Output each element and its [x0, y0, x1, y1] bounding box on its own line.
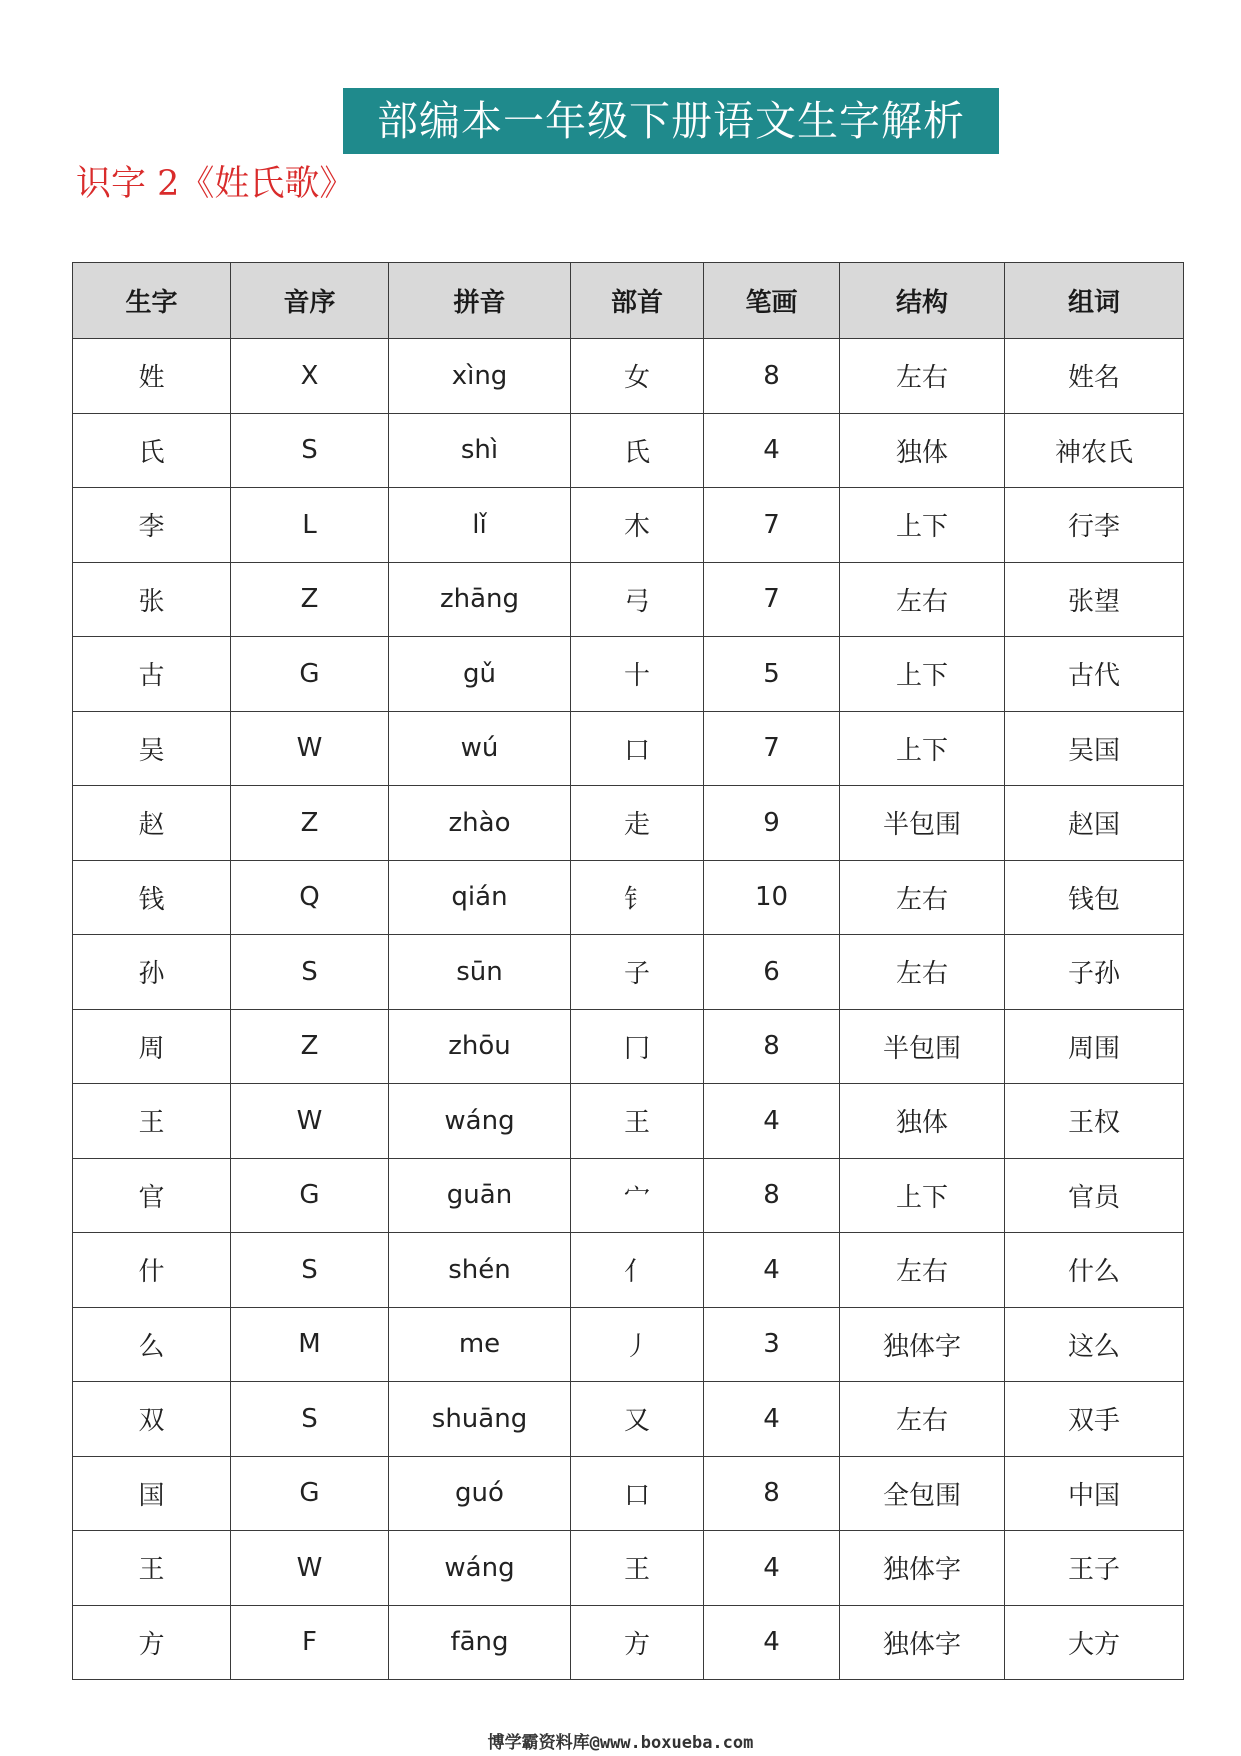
table-row [73, 637, 1184, 712]
cell-pinyin: guó [389, 1456, 571, 1531]
cell-structure: 半包围 [840, 1009, 1005, 1084]
table-row [73, 1233, 1184, 1308]
header-initial: 音序 [231, 263, 389, 339]
cell-strokes: 4 [704, 413, 840, 488]
cell-strokes: 3 [704, 1307, 840, 1382]
cell-initial: S [231, 935, 389, 1010]
cell-strokes: 4 [704, 1084, 840, 1159]
cell-structure: 独体字 [840, 1605, 1005, 1680]
cell-character: 吴 [73, 711, 231, 786]
cell-radical: 亻 [571, 1233, 704, 1308]
cell-character: 官 [73, 1158, 231, 1233]
lesson-title: 识字 2《姓氏歌》 [76, 164, 355, 204]
cell-radical: 口 [571, 711, 704, 786]
cell-pinyin: wáng [389, 1531, 571, 1606]
cell-strokes: 4 [704, 1382, 840, 1457]
cell-structure: 上下 [840, 711, 1005, 786]
cell-structure: 独体 [840, 413, 1005, 488]
table-header-row [73, 263, 1184, 339]
cell-words: 神农氏 [1005, 413, 1184, 488]
cell-radical: 方 [571, 1605, 704, 1680]
cell-character: 孙 [73, 935, 231, 1010]
cell-words: 什么 [1005, 1233, 1184, 1308]
cell-initial: W [231, 1084, 389, 1159]
cell-initial: L [231, 488, 389, 563]
cell-words: 钱包 [1005, 860, 1184, 935]
cell-radical: 口 [571, 1456, 704, 1531]
cell-initial: Q [231, 860, 389, 935]
cell-structure: 独体 [840, 1084, 1005, 1159]
cell-character: 王 [73, 1084, 231, 1159]
cell-radical: 冂 [571, 1009, 704, 1084]
table-row [73, 1531, 1184, 1606]
cell-radical: 王 [571, 1531, 704, 1606]
table-body [73, 339, 1184, 1680]
cell-radical: 丿 [571, 1307, 704, 1382]
page-title: 部编本一年级下册语文生字解析 [343, 88, 999, 154]
cell-initial: Z [231, 1009, 389, 1084]
cell-radical: 又 [571, 1382, 704, 1457]
cell-character: 赵 [73, 786, 231, 861]
table-row [73, 488, 1184, 563]
cell-strokes: 4 [704, 1531, 840, 1606]
cell-words: 王权 [1005, 1084, 1184, 1159]
cell-initial: Z [231, 562, 389, 637]
cell-words: 赵国 [1005, 786, 1184, 861]
cell-pinyin: shén [389, 1233, 571, 1308]
header-strokes: 笔画 [704, 263, 840, 339]
cell-pinyin: qián [389, 860, 571, 935]
table-row [73, 1084, 1184, 1159]
cell-words: 张望 [1005, 562, 1184, 637]
cell-character: 张 [73, 562, 231, 637]
cell-radical: 王 [571, 1084, 704, 1159]
header-words: 组词 [1005, 263, 1184, 339]
cell-initial: S [231, 1233, 389, 1308]
cell-radical: 氏 [571, 413, 704, 488]
cell-words: 古代 [1005, 637, 1184, 712]
cell-pinyin: fāng [389, 1605, 571, 1680]
cell-strokes: 7 [704, 711, 840, 786]
table-row [73, 1605, 1184, 1680]
cell-initial: S [231, 1382, 389, 1457]
cell-structure: 独体字 [840, 1307, 1005, 1382]
cell-pinyin: gǔ [389, 637, 571, 712]
cell-words: 周围 [1005, 1009, 1184, 1084]
cell-radical: 钅 [571, 860, 704, 935]
cell-pinyin: lǐ [389, 488, 571, 563]
table-row [73, 786, 1184, 861]
table-row [73, 1456, 1184, 1531]
cell-radical: 十 [571, 637, 704, 712]
cell-radical: 木 [571, 488, 704, 563]
cell-structure: 左右 [840, 339, 1005, 414]
cell-pinyin: me [389, 1307, 571, 1382]
table-row [73, 711, 1184, 786]
cell-pinyin: shì [389, 413, 571, 488]
cell-initial: Z [231, 786, 389, 861]
header-character: 生字 [73, 263, 231, 339]
cell-words: 行李 [1005, 488, 1184, 563]
header-radical: 部首 [571, 263, 704, 339]
cell-structure: 左右 [840, 860, 1005, 935]
table-row [73, 413, 1184, 488]
table-row [73, 1158, 1184, 1233]
cell-strokes: 6 [704, 935, 840, 1010]
cell-words: 中国 [1005, 1456, 1184, 1531]
cell-strokes: 10 [704, 860, 840, 935]
cell-initial: X [231, 339, 389, 414]
cell-strokes: 4 [704, 1605, 840, 1680]
cell-character: 王 [73, 1531, 231, 1606]
cell-initial: M [231, 1307, 389, 1382]
cell-structure: 上下 [840, 1158, 1005, 1233]
table-row [73, 935, 1184, 1010]
cell-initial: G [231, 637, 389, 712]
cell-words: 大方 [1005, 1605, 1184, 1680]
cell-character: 双 [73, 1382, 231, 1457]
cell-character: 古 [73, 637, 231, 712]
cell-words: 吴国 [1005, 711, 1184, 786]
cell-words: 官员 [1005, 1158, 1184, 1233]
cell-structure: 左右 [840, 1382, 1005, 1457]
cell-character: 氏 [73, 413, 231, 488]
table-row [73, 860, 1184, 935]
cell-strokes: 7 [704, 488, 840, 563]
cell-pinyin: zhào [389, 786, 571, 861]
table-row [73, 1307, 1184, 1382]
cell-initial: F [231, 1605, 389, 1680]
cell-strokes: 5 [704, 637, 840, 712]
cell-pinyin: sūn [389, 935, 571, 1010]
cell-pinyin: wáng [389, 1084, 571, 1159]
cell-structure: 全包围 [840, 1456, 1005, 1531]
cell-character: 么 [73, 1307, 231, 1382]
cell-initial: W [231, 1531, 389, 1606]
table-row [73, 1009, 1184, 1084]
cell-strokes: 9 [704, 786, 840, 861]
cell-structure: 左右 [840, 562, 1005, 637]
cell-strokes: 8 [704, 1009, 840, 1084]
cell-pinyin: wú [389, 711, 571, 786]
cell-words: 双手 [1005, 1382, 1184, 1457]
cell-radical: 子 [571, 935, 704, 1010]
footer-source: 博学霸资料库@www.boxueba.com [487, 1733, 754, 1753]
cell-character: 李 [73, 488, 231, 563]
cell-words: 子孙 [1005, 935, 1184, 1010]
cell-radical: 弓 [571, 562, 704, 637]
cell-structure: 上下 [840, 637, 1005, 712]
table-row [73, 1382, 1184, 1457]
cell-radical: 宀 [571, 1158, 704, 1233]
table-row [73, 562, 1184, 637]
character-table [72, 262, 1184, 1680]
header-pinyin: 拼音 [389, 263, 571, 339]
cell-character: 方 [73, 1605, 231, 1680]
cell-structure: 左右 [840, 935, 1005, 1010]
cell-radical: 走 [571, 786, 704, 861]
cell-character: 姓 [73, 339, 231, 414]
cell-words: 王子 [1005, 1531, 1184, 1606]
cell-character: 钱 [73, 860, 231, 935]
cell-strokes: 4 [704, 1233, 840, 1308]
cell-strokes: 7 [704, 562, 840, 637]
cell-structure: 左右 [840, 1233, 1005, 1308]
cell-initial: G [231, 1158, 389, 1233]
cell-character: 周 [73, 1009, 231, 1084]
cell-initial: S [231, 413, 389, 488]
cell-pinyin: guān [389, 1158, 571, 1233]
cell-structure: 独体字 [840, 1531, 1005, 1606]
cell-pinyin: shuāng [389, 1382, 571, 1457]
cell-initial: W [231, 711, 389, 786]
cell-structure: 上下 [840, 488, 1005, 563]
cell-structure: 半包围 [840, 786, 1005, 861]
cell-pinyin: zhāng [389, 562, 571, 637]
cell-radical: 女 [571, 339, 704, 414]
cell-words: 姓名 [1005, 339, 1184, 414]
cell-words: 这么 [1005, 1307, 1184, 1382]
cell-character: 国 [73, 1456, 231, 1531]
cell-pinyin: zhōu [389, 1009, 571, 1084]
header-structure: 结构 [840, 263, 1005, 339]
cell-initial: G [231, 1456, 389, 1531]
table-row [73, 339, 1184, 414]
cell-strokes: 8 [704, 1456, 840, 1531]
cell-strokes: 8 [704, 339, 840, 414]
cell-pinyin: xìng [389, 339, 571, 414]
cell-strokes: 8 [704, 1158, 840, 1233]
cell-character: 什 [73, 1233, 231, 1308]
